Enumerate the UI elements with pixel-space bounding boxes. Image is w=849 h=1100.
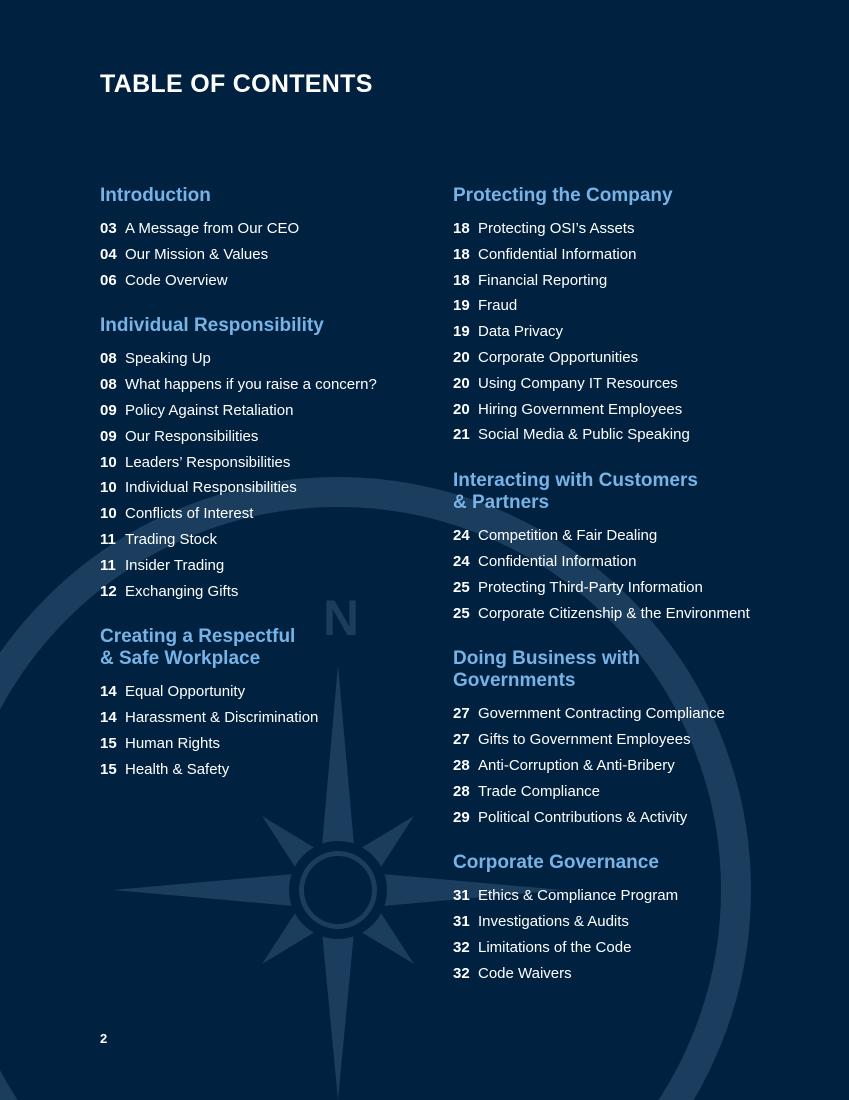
toc-page-number: 27	[453, 731, 470, 749]
toc-entry[interactable]	[100, 450, 440, 476]
toc-section-corporate-governance	[453, 852, 823, 986]
toc-entry[interactable]	[453, 753, 823, 779]
toc-entry[interactable]	[453, 268, 823, 294]
toc-page-number: 03	[100, 220, 117, 237]
toc-entry-title: Social Media & Public Speaking	[478, 426, 690, 444]
toc-entry-title: Code Waivers	[478, 964, 572, 982]
toc-entry-title: Our Responsibilities	[125, 427, 259, 445]
toc-entry[interactable]	[453, 216, 823, 242]
toc-entry-title: Harassment & Discrimination	[125, 709, 319, 727]
toc-entry[interactable]	[453, 805, 823, 831]
toc-page-number: 14	[100, 683, 117, 701]
toc-page-number: 10	[100, 479, 117, 497]
toc-page-number: 09	[100, 401, 117, 419]
toc-page-number: 18	[453, 220, 470, 237]
toc-entry[interactable]	[100, 216, 440, 242]
toc-entry[interactable]	[453, 575, 823, 601]
toc-entry[interactable]	[100, 757, 440, 783]
toc-page-number: 18	[453, 271, 470, 289]
toc-entry-title: Insider Trading	[125, 556, 225, 574]
section-title: Creating a Respectful & Safe Workplace	[100, 626, 296, 670]
toc-page-number: 15	[100, 760, 117, 778]
toc-page-number: 24	[453, 552, 470, 570]
compass-letter: N	[322, 590, 360, 646]
toc-entry-title: Exchanging Gifts	[125, 582, 239, 600]
toc-entry[interactable]	[100, 731, 440, 757]
toc-entry-title: Competition & Fair Dealing	[478, 527, 658, 545]
toc-entry[interactable]	[453, 397, 823, 423]
toc-page-number: 25	[453, 578, 470, 596]
toc-entry[interactable]	[100, 501, 440, 527]
toc-page-number: 29	[453, 808, 470, 826]
toc-section-protecting-the-company	[453, 185, 823, 448]
toc-entry-title: Health & Safety	[125, 760, 230, 778]
section-title: Interacting with Customers & Partners	[453, 470, 698, 514]
toc-entry[interactable]	[453, 779, 823, 805]
section-title: Individual Responsibility	[100, 315, 324, 337]
toc-entry-title: Protecting Third-Party Information	[478, 578, 703, 596]
toc-page-number: 24	[453, 527, 470, 545]
toc-entry[interactable]	[453, 935, 823, 961]
toc-page-number: 20	[453, 400, 470, 418]
toc-entry[interactable]	[453, 601, 823, 627]
toc-entry[interactable]	[100, 679, 440, 705]
toc-entry[interactable]	[100, 475, 440, 501]
toc-page-number: 08	[100, 376, 117, 394]
toc-entry[interactable]	[100, 553, 440, 579]
toc-entry[interactable]	[100, 346, 440, 372]
toc-entry-title: Code Overview	[125, 271, 228, 289]
toc-section-creating-a-respectful-safe-workplace	[100, 626, 440, 782]
toc-right-column	[453, 185, 823, 1009]
toc-entry-title: Trade Compliance	[478, 782, 600, 800]
toc-page-number: 21	[453, 426, 470, 444]
toc-entry[interactable]	[453, 523, 823, 549]
section-title: Introduction	[100, 185, 211, 206]
toc-page-number: 31	[453, 913, 470, 931]
toc-section-introduction	[100, 185, 440, 293]
toc-entry-title: Policy Against Retaliation	[125, 401, 294, 419]
toc-entry-title: Equal Opportunity	[125, 683, 246, 701]
toc-entry[interactable]	[100, 268, 440, 294]
toc-page-number: 11	[100, 530, 116, 548]
section-title: Protecting the Company	[453, 185, 673, 206]
toc-page-number: 32	[453, 964, 470, 982]
toc-page-number: 31	[453, 887, 470, 905]
toc-entry-title: Leaders’ Responsibilities	[125, 453, 291, 471]
toc-entry-title: Individual Responsibilities	[125, 479, 297, 497]
toc-page-number: 27	[453, 705, 470, 723]
toc-page-number: 19	[453, 297, 470, 315]
toc-entry[interactable]	[453, 242, 823, 268]
section-title: Doing Business with Governments	[453, 648, 640, 692]
toc-entry-title: Financial Reporting	[478, 271, 608, 289]
toc-page-number: 20	[453, 374, 470, 392]
toc-entry-title: Confidential Information	[478, 552, 637, 570]
toc-entry-title: Trading Stock	[125, 530, 217, 548]
toc-page-number: 15	[100, 734, 117, 752]
toc-entry-title: Investigations & Audits	[478, 913, 629, 931]
toc-section-individual-responsibility	[100, 315, 440, 604]
toc-page-number: 04	[100, 245, 117, 263]
toc-entry[interactable]	[453, 371, 823, 397]
toc-entry-title: Hiring Government Employees	[478, 400, 683, 418]
toc-entry[interactable]	[100, 242, 440, 268]
toc-entry-title: Fraud	[478, 297, 518, 315]
toc-entry-title: Corporate Citizenship & the Environment	[478, 604, 750, 622]
toc-entry[interactable]	[100, 372, 440, 398]
toc-entry[interactable]	[453, 293, 823, 319]
toc-entry[interactable]	[100, 579, 440, 605]
toc-entry-title: Conflicts of Interest	[125, 505, 254, 523]
toc-page-number: 06	[100, 271, 117, 289]
toc-entry[interactable]	[453, 549, 823, 575]
page-title: TABLE OF CONTENTS	[100, 70, 373, 98]
toc-entry-title: Government Contracting Compliance	[478, 705, 725, 723]
toc-entry[interactable]	[453, 961, 823, 987]
section-title: Corporate Governance	[453, 852, 659, 874]
toc-page-number: 10	[100, 505, 117, 523]
page-number: 2	[100, 1031, 108, 1046]
toc-page-number: 12	[100, 582, 117, 600]
toc-entry-title: Political Contributions & Activity	[478, 808, 688, 826]
toc-page-number: 28	[453, 782, 470, 800]
toc-entry[interactable]	[100, 424, 440, 450]
toc-entry-title: Data Privacy	[478, 323, 564, 341]
toc-entry[interactable]	[453, 422, 823, 448]
toc-section-interacting-with-customers-partners	[453, 470, 823, 626]
toc-page-number: 11	[100, 556, 116, 574]
toc-entry[interactable]	[453, 701, 823, 727]
toc-entry-title: Corporate Opportunities	[478, 348, 639, 366]
toc-section-doing-business-with-governments	[453, 648, 823, 830]
toc-page-number: 14	[100, 709, 117, 727]
toc-entry-title: Protecting OSI’s Assets	[478, 220, 635, 237]
toc-entry-title: Confidential Information	[478, 245, 637, 263]
toc-page-number: 25	[453, 604, 470, 622]
toc-entry-title: Speaking Up	[125, 350, 211, 368]
toc-page-number: 18	[453, 245, 470, 263]
toc-entry-title: What happens if you raise a concern?	[125, 376, 377, 394]
toc-entry[interactable]	[453, 319, 823, 345]
toc-entry[interactable]	[453, 883, 823, 909]
toc-left-column	[100, 185, 440, 805]
toc-entry[interactable]	[100, 527, 440, 553]
toc-entry[interactable]	[100, 705, 440, 731]
toc-entry[interactable]	[100, 398, 440, 424]
toc-page-number: 32	[453, 938, 470, 956]
toc-entry-title: Our Mission & Values	[125, 245, 269, 263]
toc-entry-title: Gifts to Government Employees	[478, 731, 691, 749]
toc-entry-title: Anti-Corruption & Anti-Bribery	[478, 756, 675, 774]
toc-entry-title: A Message from Our CEO	[125, 220, 300, 237]
toc-entry[interactable]	[453, 345, 823, 371]
toc-page-number: 19	[453, 323, 470, 341]
toc-entry[interactable]	[453, 727, 823, 753]
toc-page-number: 09	[100, 427, 117, 445]
toc-page-number: 28	[453, 756, 470, 774]
toc-entry[interactable]	[453, 909, 823, 935]
toc-entry-title: Human Rights	[125, 734, 221, 752]
toc-entry-title: Using Company IT Resources	[478, 374, 678, 392]
toc-page-number: 10	[100, 453, 117, 471]
toc-entry-title: Ethics & Compliance Program	[478, 887, 679, 905]
toc-page-number: 08	[100, 350, 117, 368]
toc-page-number: 20	[453, 348, 470, 366]
toc-entry-title: Limitations of the Code	[478, 938, 632, 956]
